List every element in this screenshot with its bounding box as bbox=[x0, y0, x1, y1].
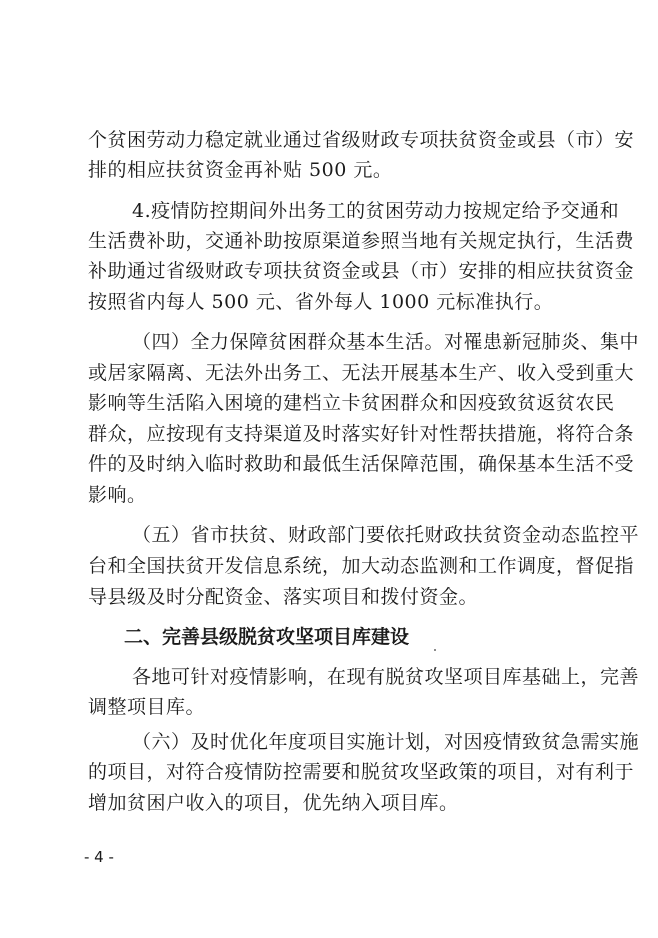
text-line: 导县级及时分配资金、落实项目和拨付资金。 bbox=[88, 586, 479, 608]
text-line: 生活费补助，交通补助按原渠道参照当地有关规定执行，生活费 bbox=[88, 230, 635, 252]
text-line: 各地可针对疫情影响，在现有脱贫攻坚项目库基础上，完善 bbox=[132, 666, 640, 688]
scan-speck bbox=[434, 649, 436, 651]
text-line: 增加贫困户收入的项目，优先纳入项目库。 bbox=[88, 792, 459, 814]
text-line: 4.疫情防控期间外出务工的贫困劳动力按规定给予交通和 bbox=[132, 200, 620, 222]
page-number: - 4 - bbox=[84, 848, 114, 866]
text-line: （四）全力保障贫困群众基本生活。对罹患新冠肺炎、集中 bbox=[132, 331, 640, 353]
text-line: （五）省市扶贫、财政部门要依托财政扶贫资金动态监控平 bbox=[132, 524, 640, 546]
section-heading: 二、完善县级脱贫攻坚项目库建设 bbox=[124, 626, 410, 648]
text-line: 的项目，对符合疫情防控需要和脱贫攻坚政策的项目，对有利于 bbox=[88, 761, 635, 783]
text-line: 群众，应按现有支持渠道及时落实好针对性帮扶措施，将符合条 bbox=[88, 423, 635, 445]
text-line: 或居家隔离、无法外出务工、无法开展基本生产、收入受到重大 bbox=[88, 362, 635, 384]
text-line: 影响。 bbox=[88, 484, 147, 506]
text-line: 影响等生活陷入困境的建档立卡贫困群众和因疫致贫返贫农民 bbox=[88, 392, 615, 414]
text-line: 台和全国扶贫开发信息系统，加大动态监测和工作调度，督促指 bbox=[88, 555, 635, 577]
text-line: 补助通过省级财政专项扶贫资金或县（市）安排的相应扶贫资金 bbox=[88, 260, 635, 282]
text-line: 按照省内每人 500 元、省外每人 1000 元标准执行。 bbox=[88, 291, 554, 313]
text-line: 排的相应扶贫资金再补贴 500 元。 bbox=[88, 159, 393, 181]
text-line: 调整项目库。 bbox=[88, 696, 206, 718]
text-line: 件的及时纳入临时救助和最低生活保障范围，确保基本生活不受 bbox=[88, 453, 635, 475]
text-line: （六）及时优化年度项目实施计划，对因疫情致贫急需实施 bbox=[132, 731, 640, 753]
text-line: 个贫困劳动力稳定就业通过省级财政专项扶贫资金或县（市）安 bbox=[88, 129, 635, 151]
